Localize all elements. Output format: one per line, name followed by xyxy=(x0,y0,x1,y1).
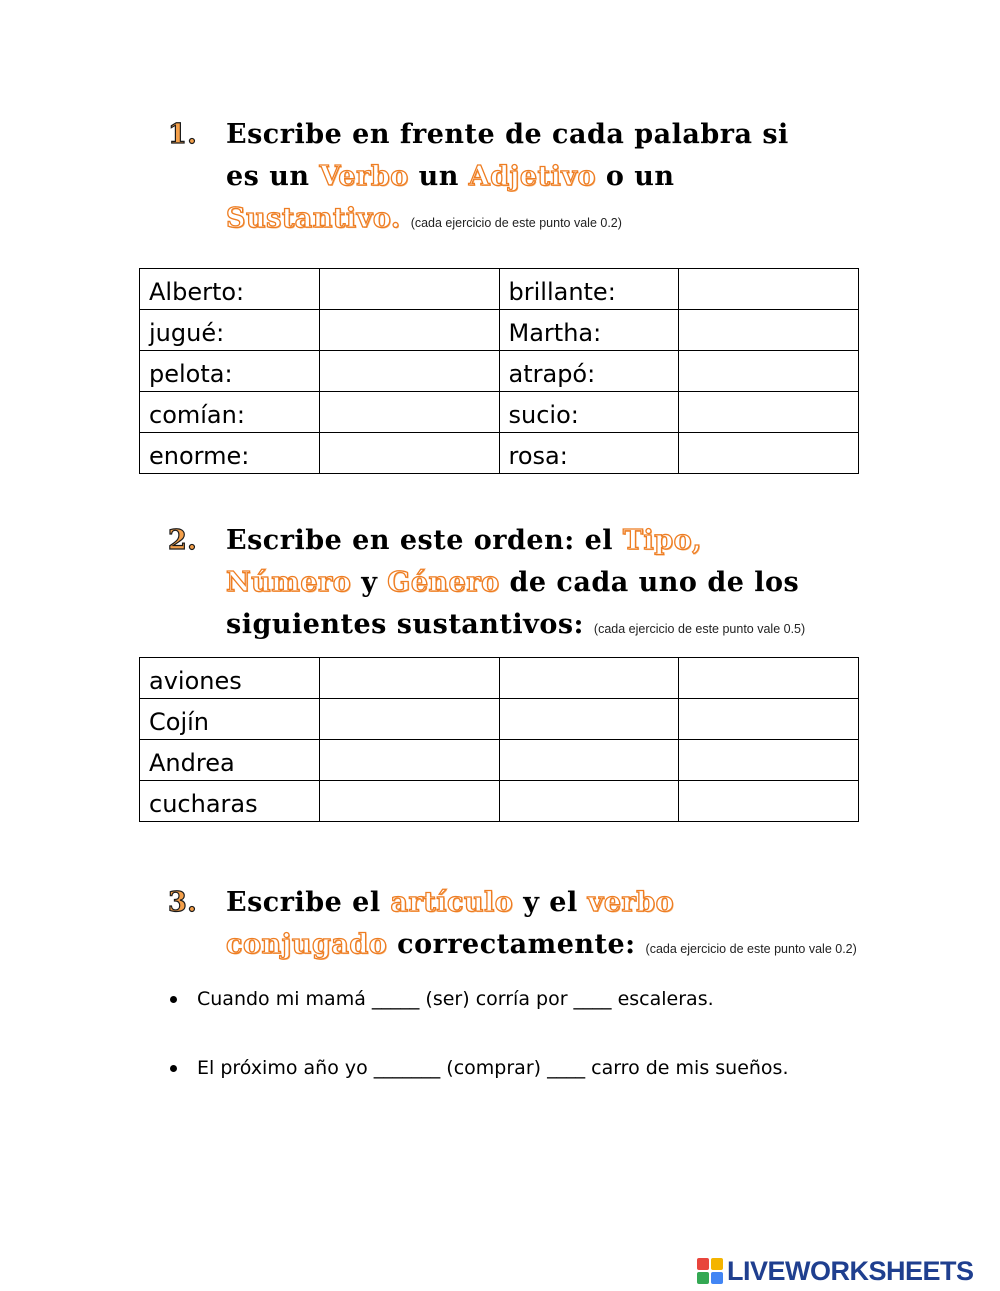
question-1-text: Escribe en frente de cada palabra si es un Verbo un Adjetivo o un Sustantivo. (cada ejercicio de este punto vale 0.2) xyxy=(226,119,789,234)
logo-square xyxy=(697,1258,709,1270)
highlight-verbo-conjugado: verbo xyxy=(587,887,675,918)
table-row xyxy=(140,699,859,740)
answer-cell[interactable] xyxy=(319,433,499,474)
answer-cell[interactable] xyxy=(319,699,499,740)
answer-cell[interactable] xyxy=(319,392,499,433)
logo-text: LIVEWORKSHEETS xyxy=(727,1255,974,1286)
highlight-conjugado: conjugado xyxy=(226,929,388,960)
question-3-text: Escribe el artículo y el verbo conjugado correctamente: (cada ejercicio de este punto vale 0.2) xyxy=(226,887,857,960)
word-label: rosa: xyxy=(499,433,679,474)
word-label: Alberto: xyxy=(140,269,320,310)
noun-label: aviones xyxy=(140,658,320,699)
table-row xyxy=(140,392,859,433)
logo-square xyxy=(711,1258,723,1270)
table-row xyxy=(140,740,859,781)
question-2-number: 2. xyxy=(168,525,198,556)
word-label: sucio: xyxy=(499,392,679,433)
answer-cell[interactable] xyxy=(319,740,499,781)
logo-square xyxy=(697,1272,709,1284)
noun-label: Cojín xyxy=(140,699,320,740)
table-row xyxy=(140,658,859,699)
word-label: atrapó: xyxy=(499,351,679,392)
highlight-genero: Género xyxy=(387,567,500,598)
word-label: jugué: xyxy=(140,310,320,351)
answer-cell[interactable] xyxy=(679,658,859,699)
answer-cell[interactable] xyxy=(679,740,859,781)
highlight-sustantivo: Sustantivo. xyxy=(226,203,401,234)
answer-cell[interactable] xyxy=(679,269,859,310)
list-item: El próximo año yo _______ (comprar) ____ carro de mis sueños. xyxy=(168,1051,848,1086)
answer-cell[interactable] xyxy=(319,310,499,351)
bullet-icon xyxy=(170,996,177,1003)
answer-cell[interactable] xyxy=(319,351,499,392)
word-label: Martha: xyxy=(499,310,679,351)
table-row xyxy=(140,351,859,392)
table-row xyxy=(140,433,859,474)
word-label: enorme: xyxy=(140,433,320,474)
table-row xyxy=(140,310,859,351)
highlight-verbo: Verbo xyxy=(319,161,409,192)
liveworksheets-logo[interactable] xyxy=(697,1254,974,1288)
answer-cell[interactable] xyxy=(679,392,859,433)
answer-cell[interactable] xyxy=(679,433,859,474)
question-3-heading xyxy=(168,882,868,970)
answer-cell[interactable] xyxy=(679,351,859,392)
word-label: brillante: xyxy=(499,269,679,310)
highlight-tipo: Tipo, xyxy=(622,525,703,556)
answer-cell[interactable] xyxy=(319,658,499,699)
question-3-note: (cada ejercicio de este punto vale 0.2) xyxy=(645,942,857,956)
question-1-table xyxy=(139,268,859,474)
highlight-adjetivo: Adjetivo xyxy=(468,161,596,192)
noun-label: cucharas xyxy=(140,781,320,822)
highlight-numero: Número xyxy=(226,567,352,598)
list-item: Cuando mi mamá _____ (ser) corría por ____ escaleras. xyxy=(168,982,848,1017)
question-3-list xyxy=(168,982,848,1086)
highlight-articulo: artículo xyxy=(390,887,514,918)
bullet-icon xyxy=(170,1065,177,1072)
table-row xyxy=(140,269,859,310)
question-1-heading xyxy=(168,114,868,244)
question-2-table xyxy=(139,657,859,822)
logo-icon xyxy=(697,1258,723,1284)
answer-cell[interactable] xyxy=(679,699,859,740)
word-label: pelota: xyxy=(140,351,320,392)
answer-cell[interactable] xyxy=(679,781,859,822)
question-3-number: 3. xyxy=(168,887,198,918)
answer-cell[interactable] xyxy=(319,781,499,822)
question-2-text: Escribe en este orden: el Tipo, Número y Género de cada uno de los siguientes sustantivos: (cada ejercicio de este punto vale 0.5) xyxy=(226,525,806,640)
question-2-note: (cada ejercicio de este punto vale 0.5) xyxy=(593,622,806,636)
logo-square xyxy=(711,1272,723,1284)
answer-cell[interactable] xyxy=(499,740,679,781)
table-row xyxy=(140,781,859,822)
answer-cell[interactable] xyxy=(499,658,679,699)
question-1-number: 1. xyxy=(168,119,198,150)
answer-cell[interactable] xyxy=(499,699,679,740)
answer-cell[interactable] xyxy=(319,269,499,310)
word-label: comían: xyxy=(140,392,320,433)
answer-cell[interactable] xyxy=(679,310,859,351)
noun-label: Andrea xyxy=(140,740,320,781)
question-1-note: (cada ejercicio de este punto vale 0.2) xyxy=(410,216,622,230)
answer-cell[interactable] xyxy=(499,781,679,822)
question-2-heading xyxy=(168,520,868,650)
